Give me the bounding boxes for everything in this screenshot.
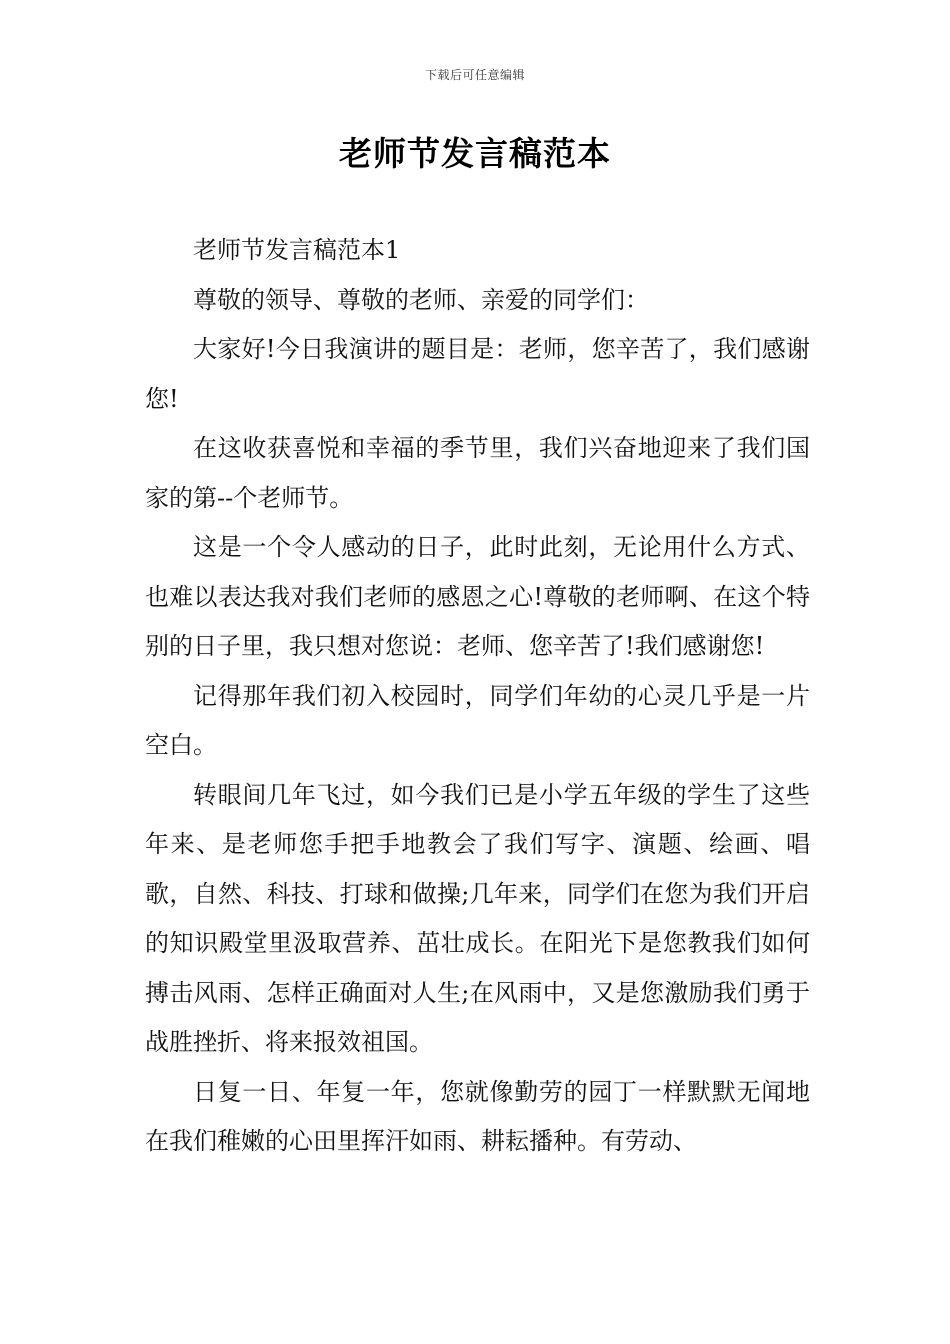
document-body — [145, 226, 810, 1167]
paragraph: 转眼间几年飞过，如今我们已是小学五年级的学生了这些年来、是老师您手把手地教会了我们写字、演题、绘画、唱歌，自然、科技、打球和做操;几年来，同学们在您为我们开启的知识殿堂里汲取营养、茁壮成长。在阳光下是您教我们如何搏击风雨、怎样正确面对人生;在风雨中，又是您激励我们勇于战胜挫折、将来报效祖国。 — [145, 780, 810, 1056]
paragraph: 记得那年我们初入校园时，同学们年幼的心灵几乎是一片空白。 — [145, 681, 810, 759]
paragraph: 这是一个令人感动的日子，此时此刻，无论用什么方式、也难以表达我对我们老师的感恩之心!尊敬的老师啊、在这个特别的日子里，我只想对您说：老师、您辛苦了!我们感谢您! — [145, 533, 810, 660]
paragraph-section-heading: 老师节发言稿范本1 — [193, 236, 401, 264]
paragraph: 日复一日、年复一年，您就像勤劳的园丁一样默默无闻地在我们稚嫩的心田里挥汗如雨、耕耘播种。有劳动、 — [145, 1077, 810, 1155]
paragraph: 大家好!今日我演讲的题目是：老师，您辛苦了，我们感谢您! — [145, 335, 810, 413]
paragraph: 在这收获喜悦和幸福的季节里，我们兴奋地迎来了我们国家的第--个老师节。 — [145, 434, 810, 512]
document-title: 老师节发言稿范本 — [339, 134, 611, 173]
paragraph-salutation: 尊敬的领导、尊敬的老师、亲爱的同学们： — [193, 285, 649, 314]
header-note: 下载后可任意编辑 — [424, 68, 525, 82]
